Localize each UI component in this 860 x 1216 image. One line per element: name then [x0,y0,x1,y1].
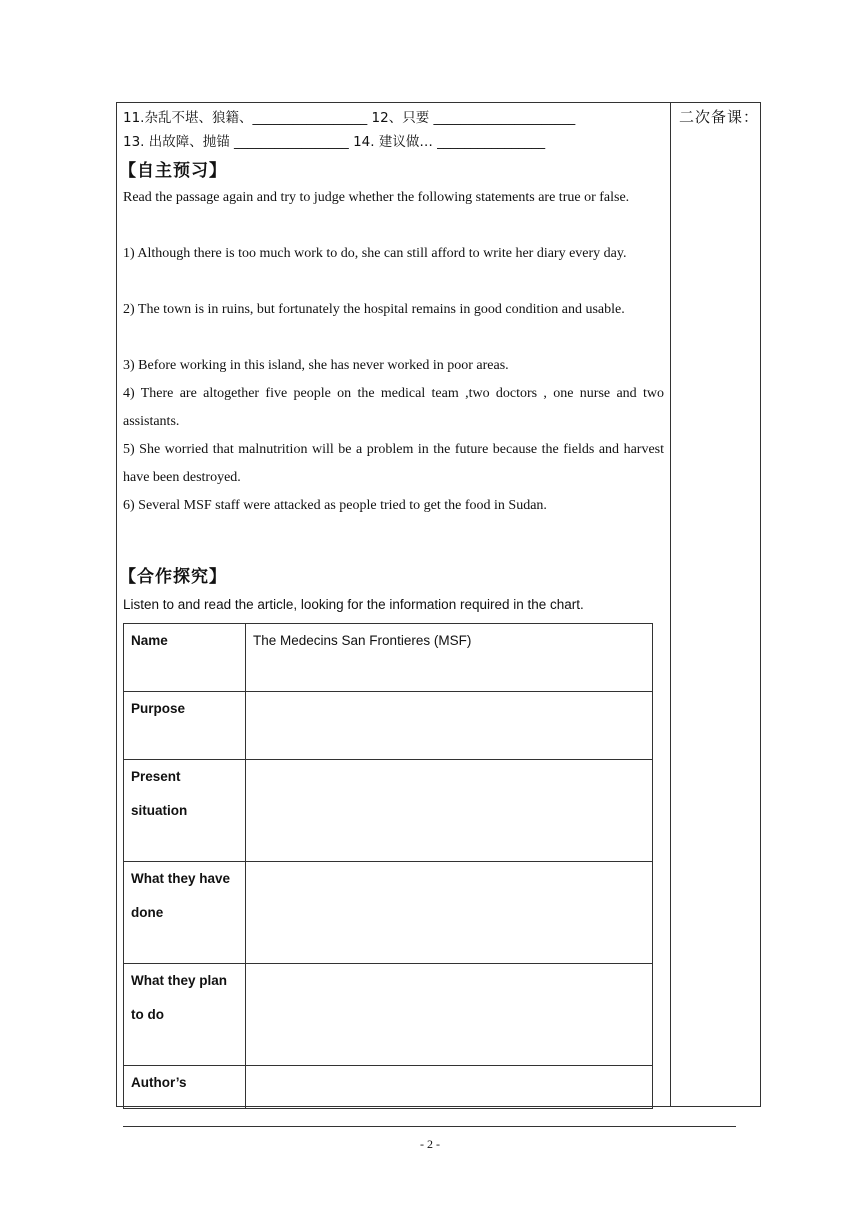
chart-row-purpose [124,692,653,760]
chart-row-what-they-have-done [124,862,653,964]
statement-4: 4) There are altogether five people on the medical team ,two doctors , one nurse and two assistants. [123,386,664,429]
preview-instruction: Read the passage again and try to judge whether the following statements are true or false. [123,190,630,205]
statement-2: 2) The town is in ruins, but fortunately the hospital remains in good condition and usable. [123,302,625,317]
page-number: - 2 - [420,1137,440,1151]
vocab-line-2: 13. 出故障、抛锚 _________________ 14. 建议做… ________________ [123,134,546,150]
row-value[interactable] [246,862,653,964]
row-label: What they plan to do [124,964,246,1066]
row-value[interactable]: The Medecins San Frontieres (MSF) [246,624,653,692]
statement-3: 3) Before working in this island, she has never worked in poor areas. [123,358,509,373]
row-label: Author’s [124,1066,246,1109]
preview-heading: 【自主预习】 [119,161,227,181]
chart-row-author [124,1066,653,1109]
statement-6: 6) Several MSF staff were attacked as people tried to get the food in Sudan. [123,498,547,513]
row-label: Present situation [124,760,246,862]
row-value[interactable] [246,1066,653,1109]
chart-row-name [124,624,653,692]
vocab-line-1: 11.杂乱不堪、狼籍、_________________ 12、只要 _____________________ [123,110,576,126]
row-value[interactable] [246,692,653,760]
footer-rule [123,1126,736,1127]
row-label: Name [124,624,246,692]
row-label: Purpose [124,692,246,760]
statement-5: 5) She worried that malnutrition will be a problem in the future because the fields and harvest have been destroyed. [123,442,664,485]
statement-1: 1) Although there is too much work to do, she can still afford to write her diary every day. [123,246,627,261]
column-divider [670,102,671,1107]
chart-row-present-situation [124,760,653,862]
explore-intro: Listen to and read the article, looking for the information required in the chart. [123,597,584,612]
row-value[interactable] [246,760,653,862]
side-note-label: 二次备课： [679,108,760,126]
info-chart [123,623,653,1109]
row-value[interactable] [246,964,653,1066]
chart-row-what-they-plan [124,964,653,1066]
explore-heading: 【合作探究】 [119,567,227,587]
row-label: What they have done [124,862,246,964]
